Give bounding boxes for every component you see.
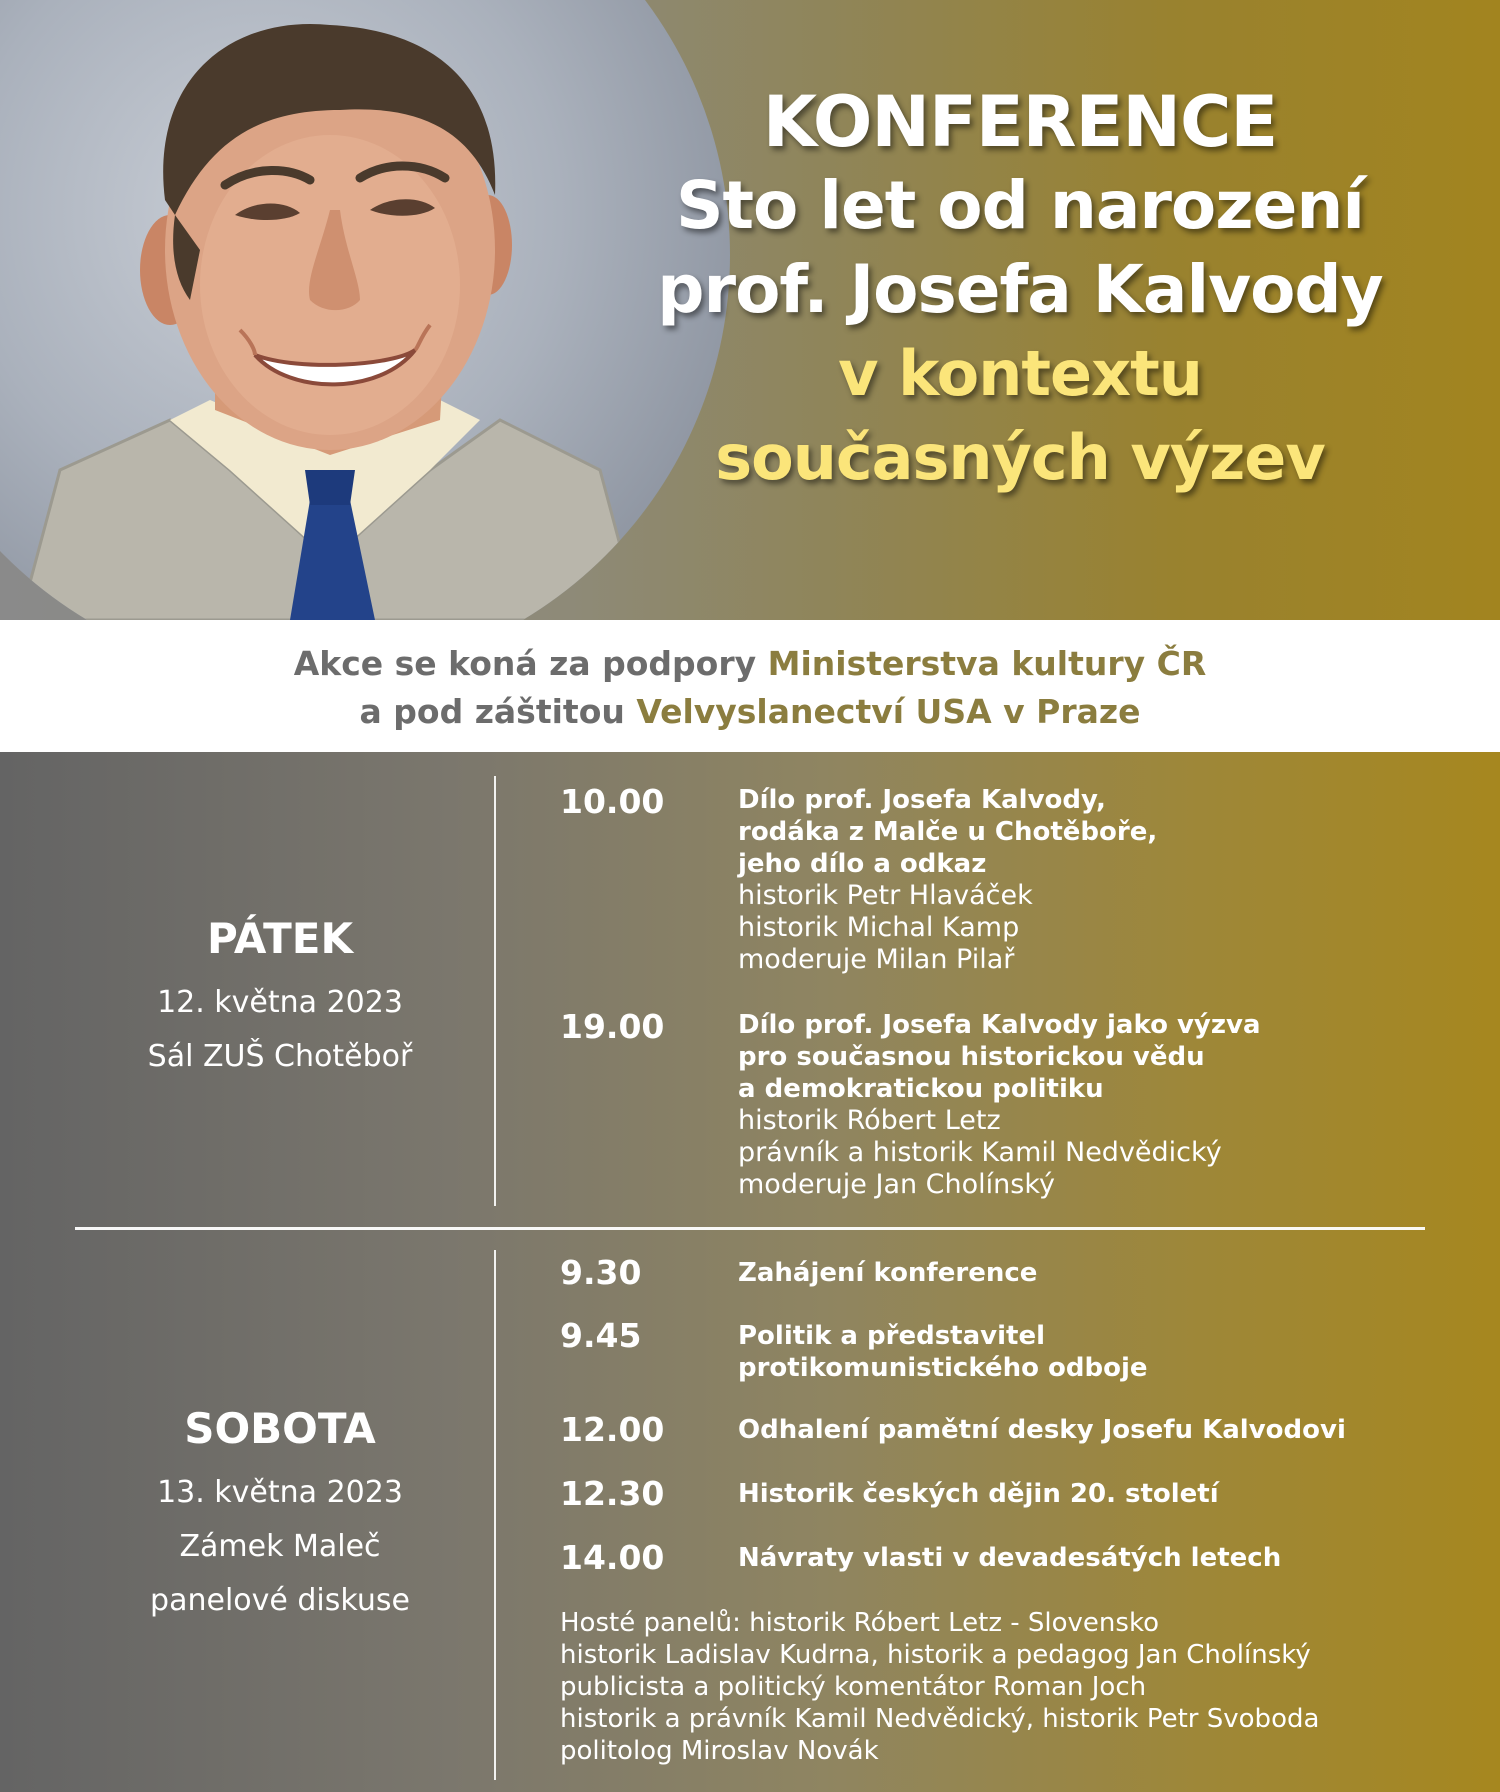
slot-body bbox=[738, 1009, 1478, 1201]
slot-moderator: moderuje Jan Cholínský bbox=[738, 1169, 1055, 1200]
guest-line: historik Ladislav Kudrna, historik a pedagog Jan Cholínský bbox=[560, 1640, 1311, 1670]
slot-title-line: jeho dílo a odkaz bbox=[738, 849, 987, 879]
slot-body bbox=[738, 1414, 1478, 1446]
subtitle-line-kontext: v kontextu bbox=[838, 337, 1202, 410]
slot-time: 9.45 bbox=[560, 1316, 642, 1355]
support-line-1 bbox=[0, 640, 1500, 688]
guest-line: politolog Miroslav Novák bbox=[560, 1736, 879, 1766]
subtitle-line-vyzev: současných výzev bbox=[715, 421, 1325, 494]
friday-date: 12. května 2023 bbox=[157, 985, 403, 1020]
support-text-2: a pod záštitou bbox=[359, 692, 637, 731]
slot-body bbox=[738, 1478, 1478, 1510]
support-line-2 bbox=[0, 688, 1500, 736]
friday-day-name: PÁTEK bbox=[206, 914, 354, 963]
saturday-format: panelové diskuse bbox=[150, 1583, 410, 1618]
support-text-1: Akce se koná za podpory bbox=[293, 644, 768, 683]
slot-title-line: Politik a představitel bbox=[738, 1321, 1045, 1351]
slot-speaker: historik Petr Hlaváček bbox=[738, 880, 1033, 911]
slot-time: 9.30 bbox=[560, 1253, 642, 1292]
slot-title-line: pro současnou historickou vědu bbox=[738, 1042, 1205, 1072]
guest-line: Hosté panelů: historik Róbert Letz - Slovensko bbox=[560, 1608, 1159, 1638]
guest-line: historik a právník Kamil Nedvědický, historik Petr Svoboda bbox=[560, 1704, 1320, 1734]
slot-moderator: moderuje Milan Pilař bbox=[738, 944, 1015, 975]
slot-body bbox=[738, 1320, 1478, 1384]
slot-title-line: protikomunistického odboje bbox=[738, 1353, 1148, 1383]
slot-speaker: historik Michal Kamp bbox=[738, 912, 1020, 943]
divider-horizontal bbox=[75, 1227, 1425, 1230]
slot-body bbox=[738, 784, 1478, 976]
guest-line: publicista a politický komentátor Roman Joch bbox=[560, 1672, 1147, 1702]
panel-guests bbox=[560, 1607, 1480, 1767]
header-banner bbox=[0, 0, 1500, 620]
saturday-info bbox=[30, 1402, 530, 1628]
program-section bbox=[0, 752, 1500, 1792]
slot-body bbox=[738, 1257, 1478, 1289]
saturday-day-name: SOBOTA bbox=[184, 1404, 376, 1453]
slot-body bbox=[738, 1542, 1478, 1574]
support-embassy: Velvyslanectví USA v Praze bbox=[636, 692, 1141, 731]
slot-time: 10.00 bbox=[560, 782, 665, 821]
title-line-prof-kalvoda: prof. Josefa Kalvody bbox=[657, 251, 1383, 328]
saturday-date: 13. května 2023 bbox=[157, 1475, 403, 1510]
friday-info bbox=[30, 912, 530, 1084]
slot-title-line: Návraty vlasti v devadesátých letech bbox=[738, 1543, 1282, 1573]
slot-title-line: Zahájení konference bbox=[738, 1258, 1038, 1288]
slot-title-line: rodáka z Malče u Chotěboře, bbox=[738, 817, 1158, 847]
saturday-venue: Zámek Maleč bbox=[179, 1529, 381, 1564]
title-line-sto-let: Sto let od narození bbox=[675, 167, 1365, 244]
support-statement bbox=[0, 620, 1500, 752]
slot-title-line: Odhalení pamětní desky Josefu Kalvodovi bbox=[738, 1415, 1346, 1445]
support-ministry: Ministerstva kultury ČR bbox=[767, 644, 1207, 683]
slot-speaker: historik Róbert Letz bbox=[738, 1105, 1001, 1136]
title-line-konference: KONFERENCE bbox=[762, 81, 1278, 163]
slot-title-line: Dílo prof. Josefa Kalvody, bbox=[738, 785, 1106, 815]
slot-time: 12.00 bbox=[560, 1410, 665, 1449]
slot-speaker: právník a historik Kamil Nedvědický bbox=[738, 1137, 1222, 1168]
slot-time: 19.00 bbox=[560, 1007, 665, 1046]
slot-time: 14.00 bbox=[560, 1538, 665, 1577]
friday-venue: Sál ZUŠ Chotěboř bbox=[147, 1039, 413, 1074]
slot-title-line: Historik českých dějin 20. století bbox=[738, 1479, 1219, 1509]
slot-title-line: a demokratickou politiku bbox=[738, 1074, 1104, 1104]
conference-title bbox=[560, 80, 1480, 500]
slot-time: 12.30 bbox=[560, 1474, 665, 1513]
slot-title-line: Dílo prof. Josefa Kalvody jako výzva bbox=[738, 1010, 1261, 1040]
